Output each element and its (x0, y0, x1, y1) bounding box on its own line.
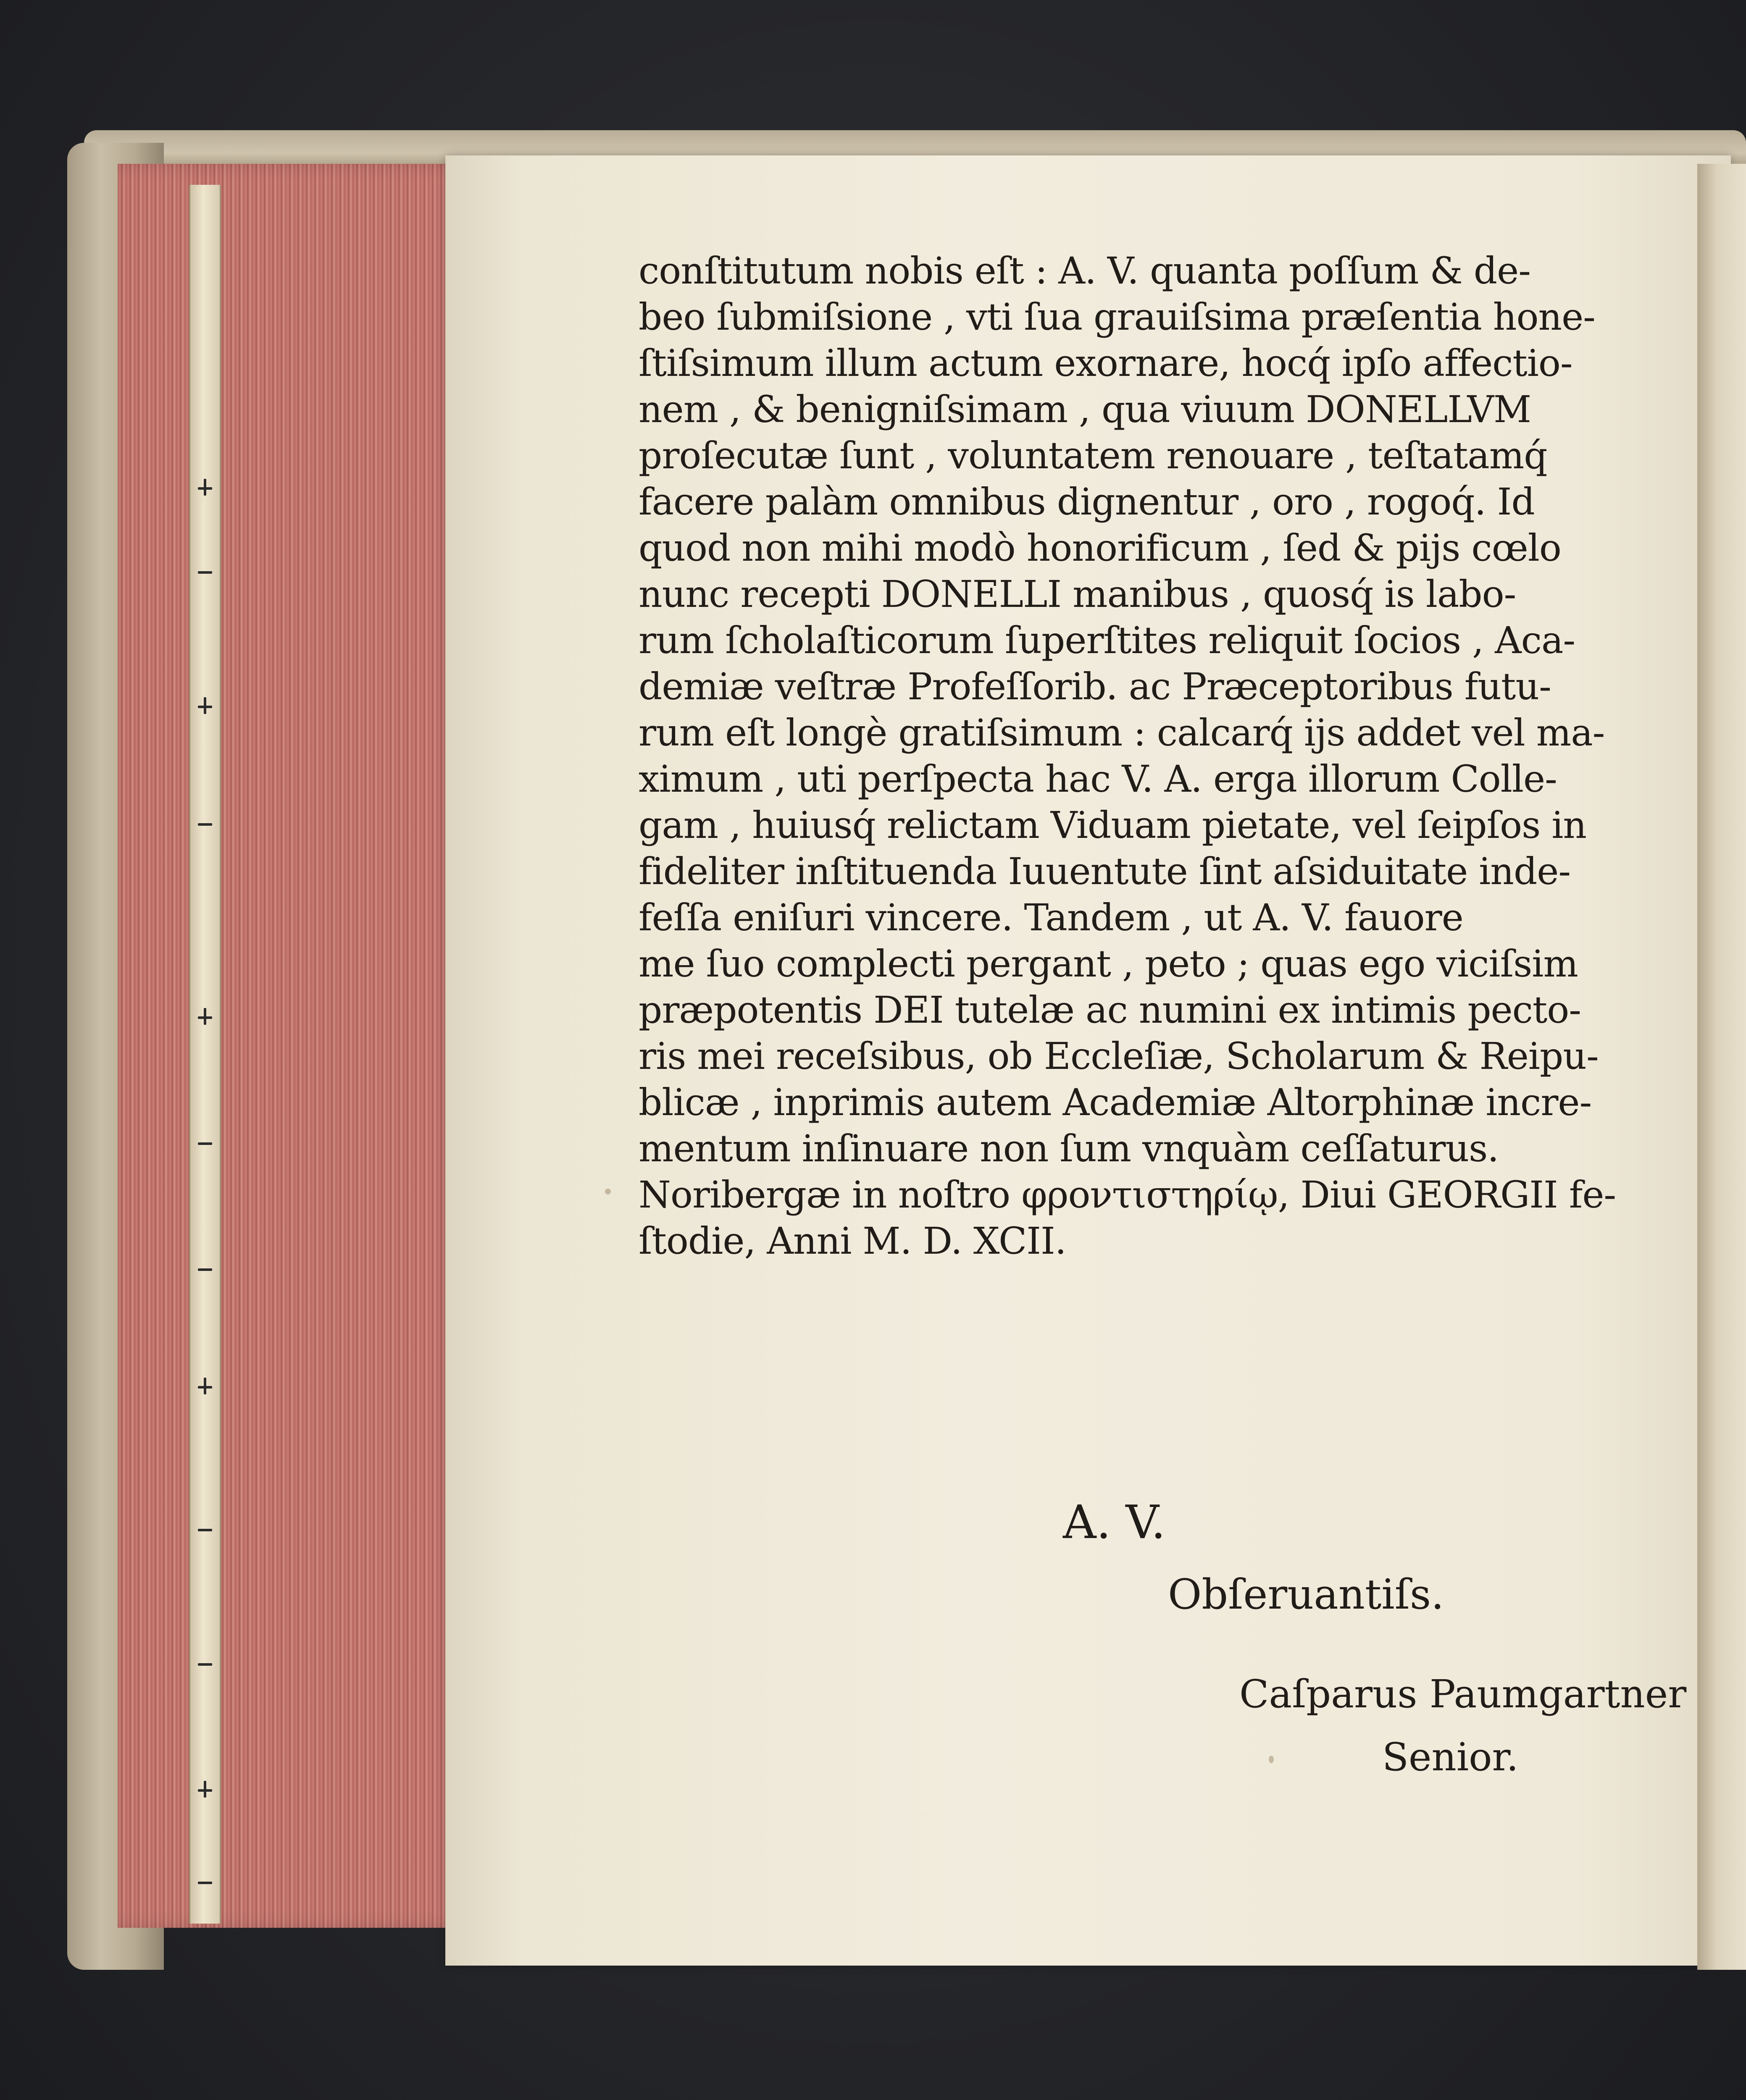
text-line: ris mei receſsibus, ob Eccleſiæ, Scholarum & Reipu- (639, 1034, 1599, 1078)
text-line: facere palàm omnibus dignentur , oro , rogoq́. Id (639, 480, 1535, 523)
text-line: ſtiſsimum illum actum exornare, hocq́ ipſo affectio- (639, 341, 1572, 385)
strip-mark (198, 823, 212, 826)
text-line: gam , huiusq́ relictam Viduam pietate, vel ſeipſos in (639, 803, 1587, 847)
strip-mark (198, 1529, 212, 1531)
facing-page-edge (1697, 164, 1746, 1970)
text-line: me ſuo complecti pergant , peto ; quas ego viciſsim (639, 942, 1578, 985)
text-line: rum eſt longè gratiſsimum : calcarq́ ijs addet vel ma- (639, 711, 1605, 754)
text-line: demiæ veſtræ Profeſſorib. ac Præceptoribus futu- (639, 665, 1551, 708)
strip-mark (204, 1781, 206, 1798)
paper-spot (605, 1189, 611, 1194)
strip-mark (198, 1663, 212, 1666)
signature-title: Senior. (1382, 1735, 1519, 1780)
closing-salutation: A. V. (1063, 1495, 1166, 1549)
bookmark-strip (189, 185, 221, 1924)
text-line: nem , & benigniſsimam , qua viuum DONELLVM (639, 388, 1531, 431)
text-line: nunc recepti DONELLI manibus , quosq́ is labo- (639, 572, 1516, 616)
text-line: ximum , uti perſpecta hac V. A. erga illorum Colle- (639, 757, 1557, 801)
text-line: conſtitutum nobis eſt : A. V. quanta poſſum & de- (639, 249, 1530, 292)
body-text (639, 248, 1659, 1264)
text-line: beo ſubmiſsione , vti ſua grauiſsima præſentia hone- (639, 295, 1595, 339)
closing-observance: Obſeruantiſs. (1168, 1571, 1444, 1619)
signature-name: Caſparus Paumgartner (1239, 1672, 1687, 1717)
text-line: proſecutæ ſunt , voluntatem renouare , teſtatamq́ (639, 434, 1547, 477)
strip-mark (204, 697, 206, 714)
text-line: mentum inſinuare non ſum vnquàm ceſſaturus. (639, 1127, 1499, 1170)
strip-mark (204, 1378, 206, 1394)
strip-mark (204, 479, 206, 496)
strip-mark (198, 571, 212, 574)
text-line: Noribergæ in noſtro φροντιστηρίῳ, Diui GEORGII fe- (639, 1173, 1616, 1216)
strip-mark (198, 1268, 212, 1271)
text-line: ſtodie, Anni M. D. XCII. (639, 1219, 1066, 1263)
text-line: rum ſcholaſticorum ſuperſtites reliquit ſocios , Aca- (639, 619, 1575, 662)
text-line: fideliter inſtituenda Iuuentute ſint aſsiduitate inde- (639, 850, 1571, 893)
strip-mark (204, 1008, 206, 1025)
paper-spot (1269, 1756, 1274, 1763)
strip-mark (198, 1142, 212, 1145)
strip-mark (198, 1882, 212, 1884)
text-line: feſſa eniſuri vincere. Tandem , ut A. V. fauore (639, 896, 1463, 939)
text-line: quod non mihi modò honorificum , ſed & pijs cœlo (639, 526, 1561, 570)
text-line: blicæ , inprimis autem Academiæ Altorphinæ incre- (639, 1081, 1592, 1124)
text-line: præpotentis DEI tutelæ ac numini ex intimis pecto- (639, 988, 1581, 1032)
